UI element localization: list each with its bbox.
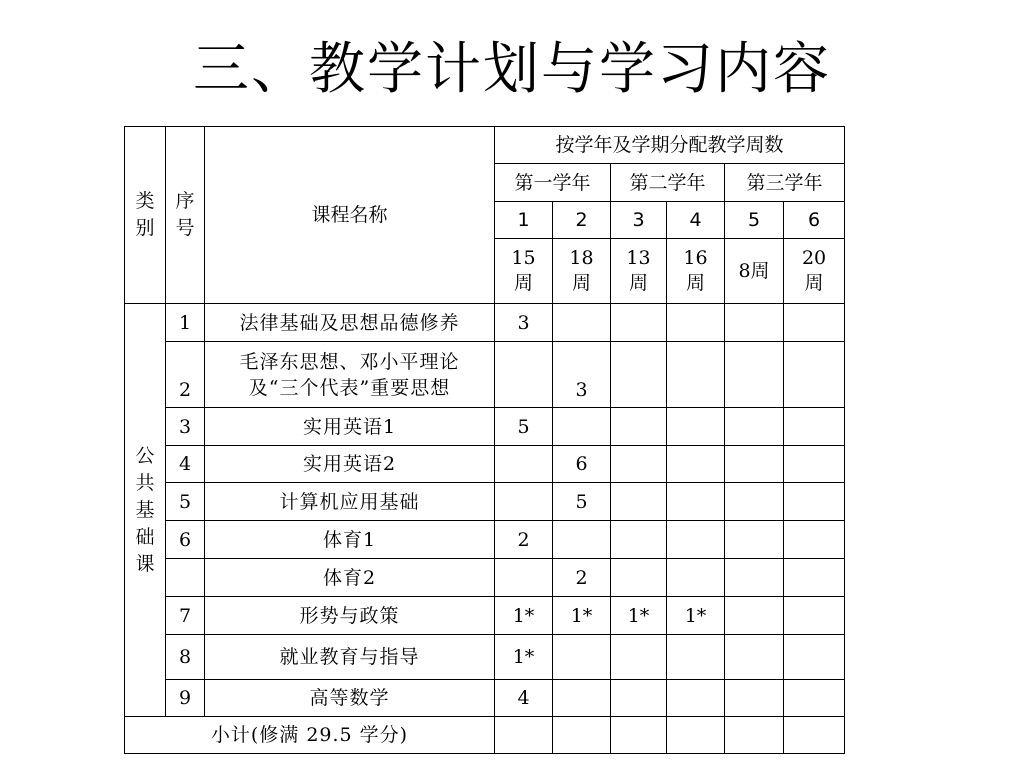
- hours-cell: [667, 446, 725, 483]
- hours-cell: [725, 408, 784, 446]
- hours-cell: [725, 342, 784, 408]
- hours-cell: 5: [553, 483, 611, 521]
- term-6-weeks: 20 周: [784, 239, 845, 304]
- course-name-cell: 毛泽东思想、邓小平理论 及“三个代表”重要思想: [205, 342, 495, 408]
- hours-cell: [784, 446, 845, 483]
- seq-cell: 1: [166, 304, 205, 342]
- subtotal-row: [125, 717, 845, 754]
- hours-cell: [725, 597, 784, 635]
- hours-cell: [784, 559, 845, 597]
- hours-cell: 2: [553, 559, 611, 597]
- table-row: [125, 521, 845, 559]
- teaching-plan-table: [124, 126, 845, 754]
- seq-cell: 3: [166, 408, 205, 446]
- hours-cell: 3: [495, 304, 553, 342]
- term-5-weeks: 8周: [725, 239, 784, 304]
- hours-cell: 2: [495, 521, 553, 559]
- term-3-weeks: 13 周: [611, 239, 667, 304]
- hours-cell: [667, 635, 725, 680]
- seq-cell: [166, 559, 205, 597]
- hours-cell: [611, 635, 667, 680]
- hours-cell: [553, 304, 611, 342]
- hours-cell: [495, 483, 553, 521]
- term-2-header: 2: [553, 202, 611, 239]
- category-cell: 公 共 基 础 课: [125, 304, 166, 717]
- hours-cell: [611, 342, 667, 408]
- hours-cell: 1*: [611, 597, 667, 635]
- hours-cell: [553, 680, 611, 717]
- hours-cell: [611, 559, 667, 597]
- course-name-header: 课程名称: [205, 127, 495, 304]
- hours-cell: [725, 635, 784, 680]
- hours-cell: [667, 483, 725, 521]
- hours-cell: 6: [553, 446, 611, 483]
- term-1-header: 1: [495, 202, 553, 239]
- hours-cell: [553, 635, 611, 680]
- hours-cell: [725, 559, 784, 597]
- hours-cell: [725, 680, 784, 717]
- seq-cell: 7: [166, 597, 205, 635]
- hours-cell: [495, 342, 553, 408]
- hours-cell: [495, 717, 553, 754]
- course-name-cell: 形势与政策: [205, 597, 495, 635]
- course-name-cell: 高等数学: [205, 680, 495, 717]
- term-4-header: 4: [667, 202, 725, 239]
- hours-cell: [553, 408, 611, 446]
- hours-cell: [611, 680, 667, 717]
- hours-cell: [784, 304, 845, 342]
- table-row: [125, 408, 845, 446]
- table-row: [125, 597, 845, 635]
- hours-cell: 3: [553, 342, 611, 408]
- hours-cell: [611, 717, 667, 754]
- term-3-header: 3: [611, 202, 667, 239]
- course-name-cell: 计算机应用基础: [205, 483, 495, 521]
- course-name-cell: 体育2: [205, 559, 495, 597]
- hours-cell: [611, 521, 667, 559]
- hours-cell: [784, 635, 845, 680]
- table-row: [125, 342, 845, 408]
- hours-cell: [784, 342, 845, 408]
- table-row: [125, 635, 845, 680]
- hours-cell: [495, 446, 553, 483]
- course-name-cell: 就业教育与指导: [205, 635, 495, 680]
- hours-cell: [553, 521, 611, 559]
- hours-cell: [725, 304, 784, 342]
- year-1-header: 第一学年: [495, 164, 611, 202]
- term-1-weeks: 15 周: [495, 239, 553, 304]
- hours-cell: 5: [495, 408, 553, 446]
- term-5-header: 5: [725, 202, 784, 239]
- hours-cell: [611, 483, 667, 521]
- hours-cell: [725, 717, 784, 754]
- hours-cell: [667, 521, 725, 559]
- course-name-cell: 体育1: [205, 521, 495, 559]
- hours-cell: [611, 408, 667, 446]
- table-row: [125, 559, 845, 597]
- hours-cell: [725, 446, 784, 483]
- week-allocation-header: 按学年及学期分配教学周数: [495, 127, 845, 164]
- hours-cell: [667, 680, 725, 717]
- hours-cell: [495, 559, 553, 597]
- hours-cell: 1*: [667, 597, 725, 635]
- hours-cell: [725, 521, 784, 559]
- course-name-cell: 实用英语1: [205, 408, 495, 446]
- course-name-cell: 法律基础及思想品德修养: [205, 304, 495, 342]
- hours-cell: [667, 408, 725, 446]
- term-2-weeks: 18 周: [553, 239, 611, 304]
- table-row: [125, 680, 845, 717]
- hours-cell: 1*: [553, 597, 611, 635]
- term-6-header: 6: [784, 202, 845, 239]
- hours-cell: [667, 304, 725, 342]
- hours-cell: 4: [495, 680, 553, 717]
- category-header: 类 别: [125, 127, 166, 304]
- seq-cell: 8: [166, 635, 205, 680]
- table-row: [125, 446, 845, 483]
- seq-cell: 9: [166, 680, 205, 717]
- course-name-cell: 实用英语2: [205, 446, 495, 483]
- seq-cell: 2: [166, 342, 205, 408]
- seq-cell: 5: [166, 483, 205, 521]
- hours-cell: [784, 680, 845, 717]
- subtotal-label: 小计(修满 29.5 学分): [125, 717, 495, 754]
- hours-cell: 1*: [495, 597, 553, 635]
- hours-cell: [784, 717, 845, 754]
- hours-cell: [784, 483, 845, 521]
- hours-cell: [553, 717, 611, 754]
- hours-cell: [784, 597, 845, 635]
- year-2-header: 第二学年: [611, 164, 725, 202]
- table-row: [125, 483, 845, 521]
- page-title: 三、教学计划与学习内容: [193, 37, 831, 102]
- hours-cell: [784, 521, 845, 559]
- seq-header: 序 号: [166, 127, 205, 304]
- term-4-weeks: 16 周: [667, 239, 725, 304]
- hours-cell: [611, 304, 667, 342]
- table-row: [125, 304, 845, 342]
- hours-cell: [667, 559, 725, 597]
- hours-cell: 1*: [495, 635, 553, 680]
- seq-cell: 6: [166, 521, 205, 559]
- hours-cell: [611, 446, 667, 483]
- hours-cell: [725, 483, 784, 521]
- hours-cell: [667, 717, 725, 754]
- seq-cell: 4: [166, 446, 205, 483]
- year-3-header: 第三学年: [725, 164, 845, 202]
- hours-cell: [667, 342, 725, 408]
- hours-cell: [784, 408, 845, 446]
